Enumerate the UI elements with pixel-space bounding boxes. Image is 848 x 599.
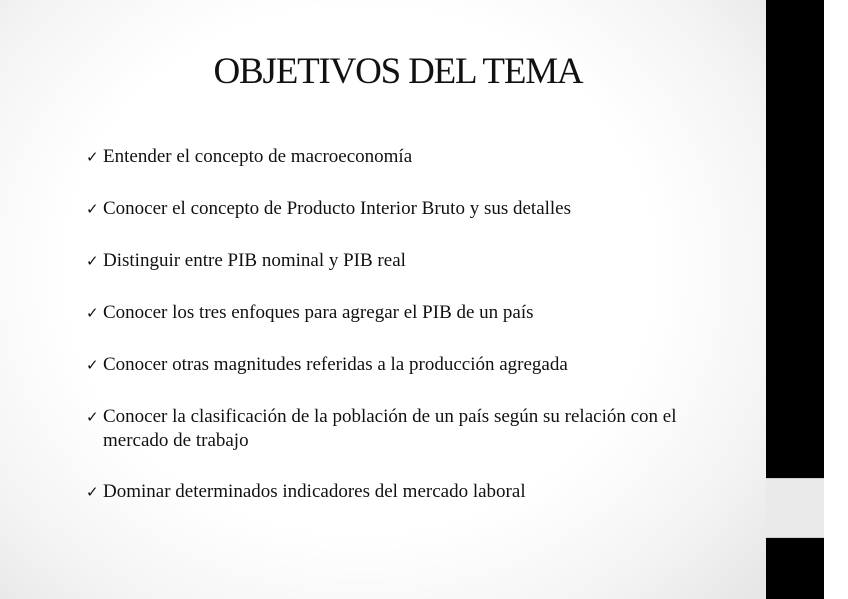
objective-text: Dominar determinados indicadores del mercado laboral [103,481,526,502]
list-item [86,301,746,325]
right-edge-margin [824,0,848,599]
list-item [86,145,746,169]
list-item [86,353,746,377]
list-item [86,197,746,221]
check-icon: ✓ [86,483,99,501]
objectives-list [86,145,746,532]
check-icon: ✓ [86,252,99,270]
check-icon: ✓ [86,200,99,218]
list-item [86,405,746,453]
list-item [86,249,746,273]
check-icon: ✓ [86,356,99,374]
objective-text: Distinguir entre PIB nominal y PIB real [103,250,406,271]
objective-text: Conocer otras magnitudes referidas a la producción agregada [103,354,568,375]
objective-text: Conocer el concepto de Producto Interior Bruto y sus detalles [103,198,572,219]
objective-text: Entender el concepto de macroeconomía [103,146,413,167]
check-icon: ✓ [86,408,99,426]
check-icon: ✓ [86,304,99,322]
right-sidebar-highlight [766,478,824,538]
objective-text: Conocer la clasificación de la población de un país según su relación con el mercado de trabajo [103,406,677,451]
slide-title: OBJETIVOS DEL TEMA [213,51,583,92]
check-icon: ✓ [86,148,99,166]
objective-text: Conocer los tres enfoques para agregar el PIB de un país [103,302,534,323]
list-item [86,480,746,504]
